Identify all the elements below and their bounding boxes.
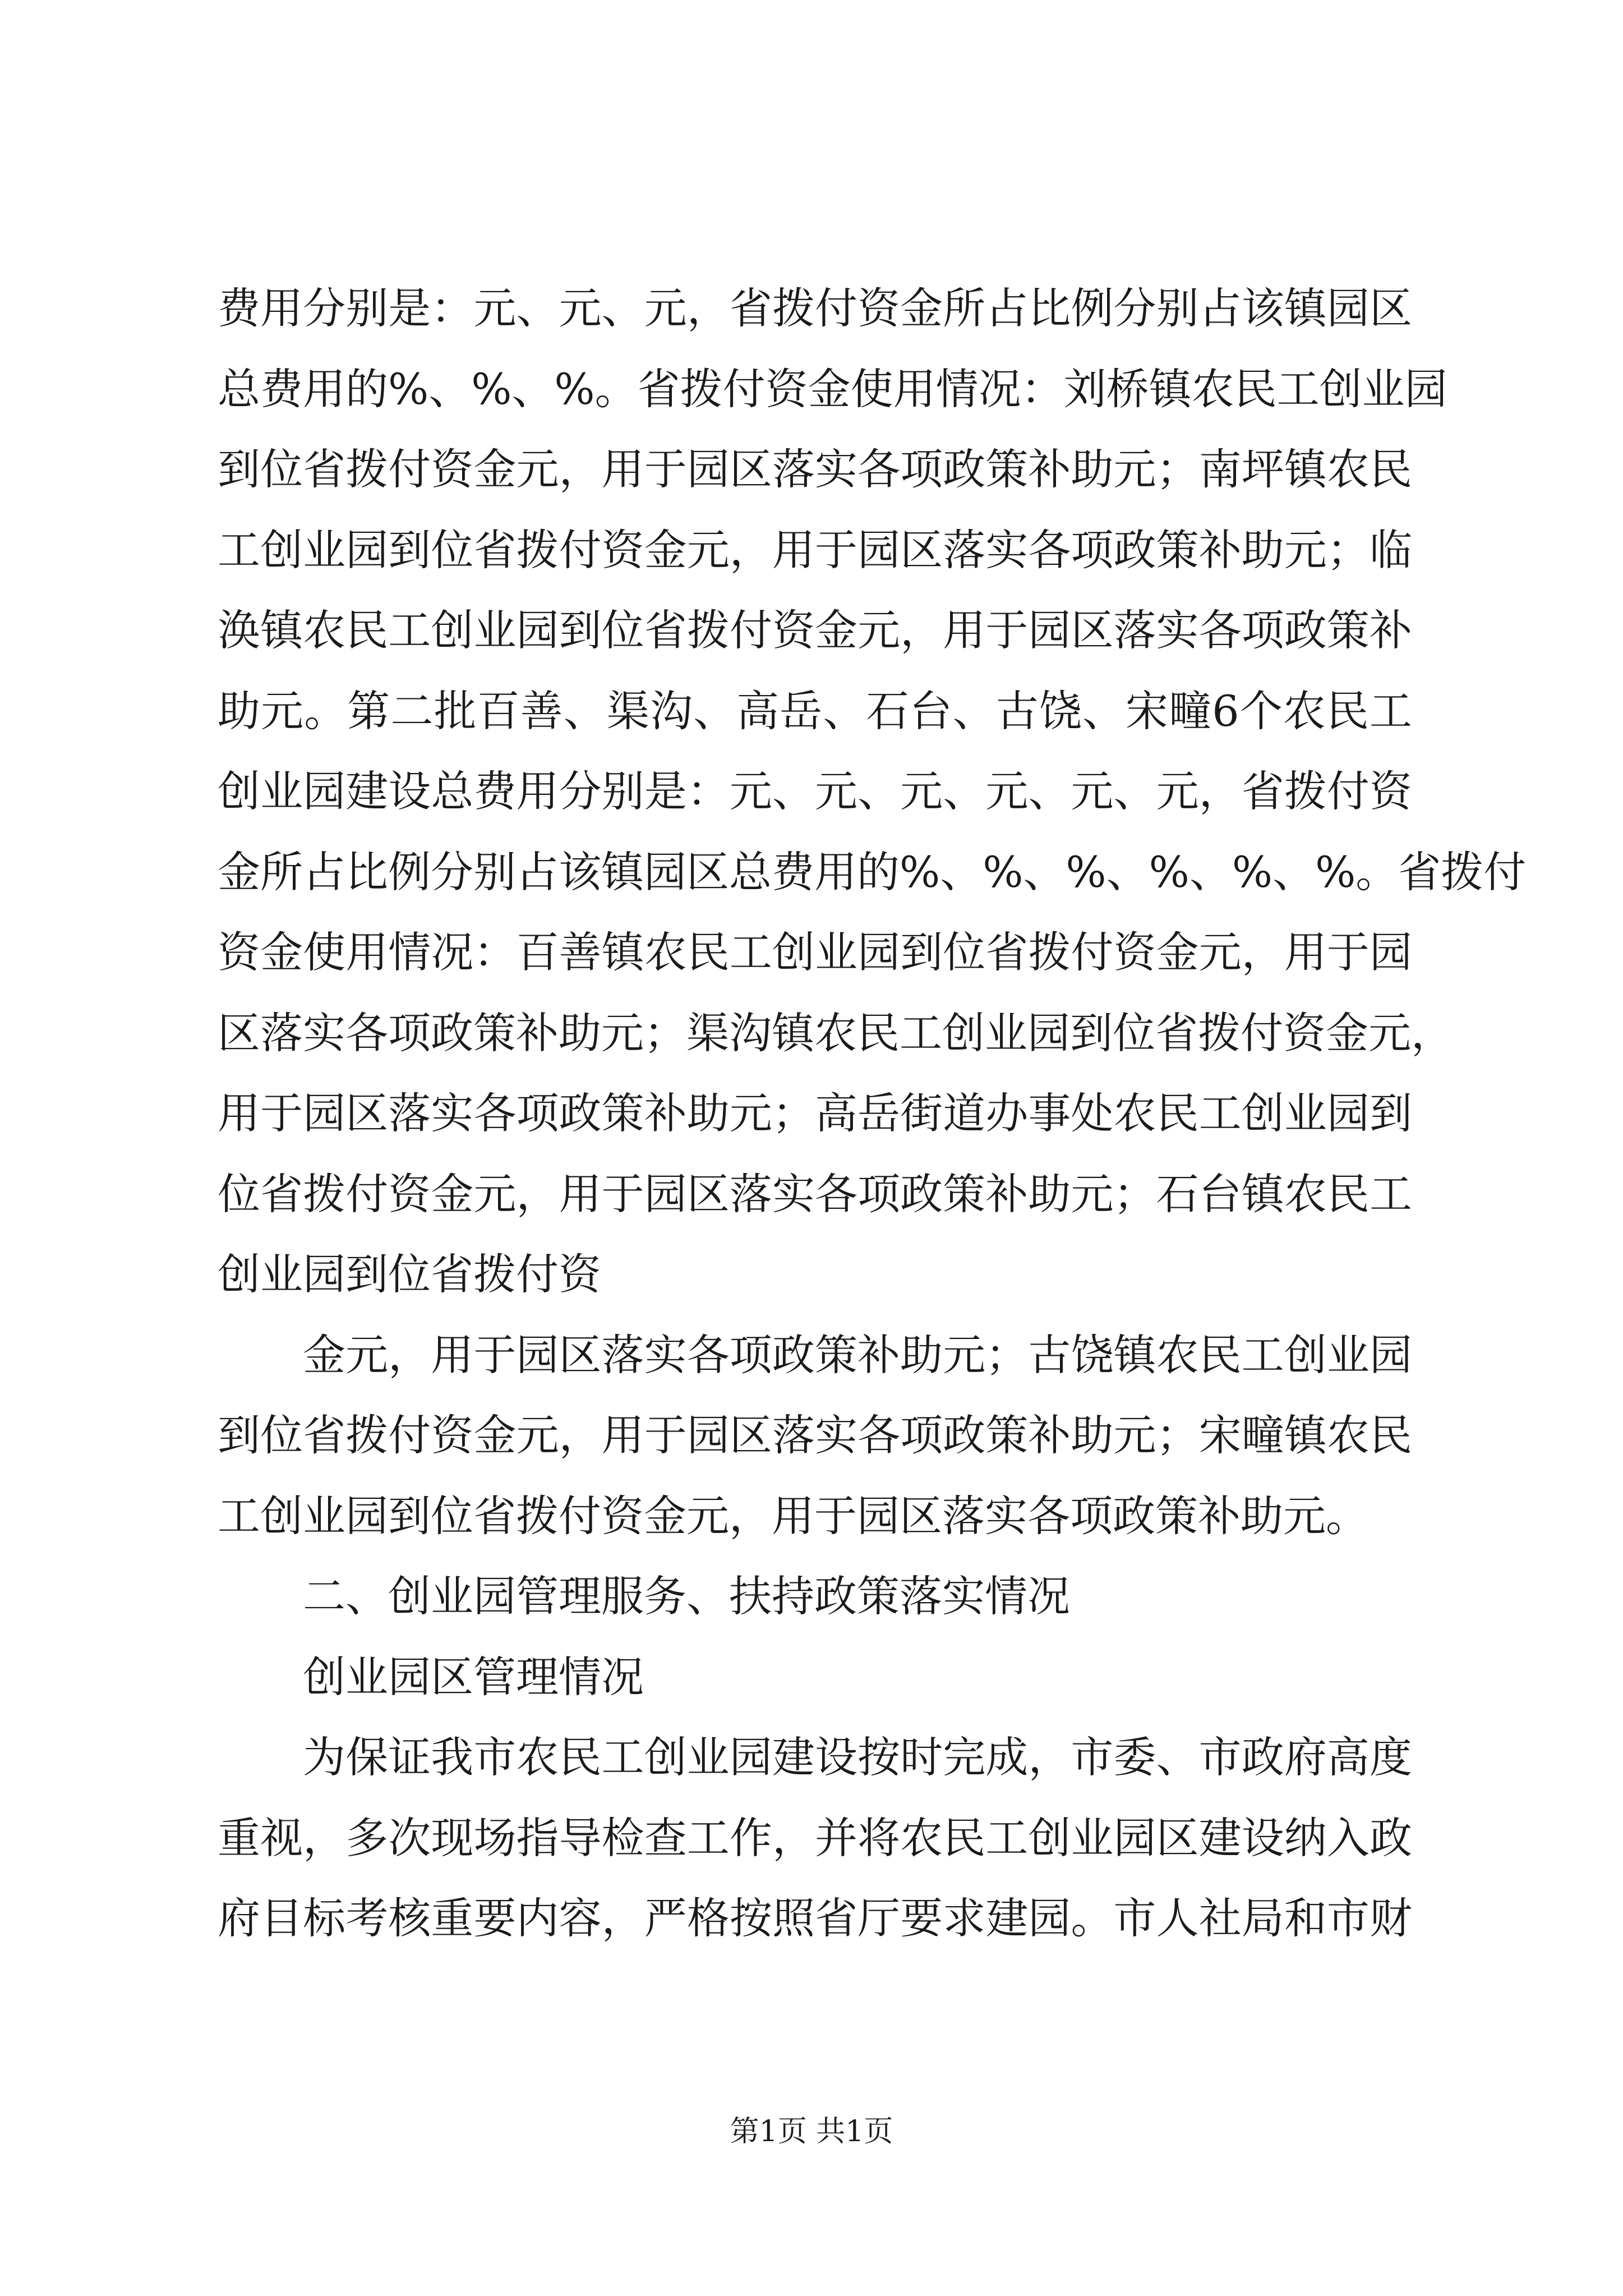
text-line: 创业园到位省拨付资 [218, 1249, 601, 1299]
text-line: 用于园区落实各项政策补助元；高岳街道办事处农民工创业园到 [218, 1088, 1412, 1138]
page-footer [0, 2109, 1623, 2154]
text-line: 涣镇农民工创业园到位省拨付资金元，用于园区落实各项政策补 [218, 605, 1412, 655]
text-line: 金所占比例分别占该镇园区总费用的%、%、%、%、%、%。省拨付 [218, 846, 1527, 897]
text-line: 到位省拨付资金元，用于园区落实各项政策补助元；南坪镇农民 [218, 444, 1412, 494]
text-line: 创业园建设总费用分别是：元、元、元、元、元、元，省拨付资 [218, 766, 1412, 816]
text-line: 助元。第二批百善、渠沟、高岳、石台、古饶、宋疃6个农民工 [218, 685, 1412, 736]
text-line: 工创业园到位省拨付资金元，用于园区落实各项政策补助元。 [218, 1490, 1368, 1541]
document-body [218, 268, 1527, 1959]
paragraph-first-line: 金元，用于园区落实各项政策补助元；古饶镇农民工创业园 [303, 1329, 1412, 1380]
text-line: 到位省拨付资金元，用于园区落实各项政策补助元；宋疃镇农民 [218, 1410, 1412, 1460]
text-line: 重视，多次现场指导检查工作，并将农民工创业园区建设纳入政 [218, 1812, 1412, 1863]
text-line: 费用分别是：元、元、元，省拨付资金所占比例分别占该镇园区 [218, 283, 1412, 333]
page-number-label: 第1页 共1页 [730, 2115, 893, 2148]
text-line: 工创业园到位省拨付资金元，用于园区落实各项政策补助元；临 [218, 524, 1412, 575]
text-line: 位省拨付资金元，用于园区落实各项政策补助元；石台镇农民工 [218, 1168, 1412, 1219]
text-line: 区落实各项政策补助元；渠沟镇农民工创业园到位省拨付资金元， [218, 1007, 1454, 1058]
paragraph-first-line: 为保证我市农民工创业园建设按时完成，市委、市政府高度 [303, 1732, 1412, 1782]
text-line: 资金使用情况：百善镇农民工创业园到位省拨付资金元，用于园 [218, 927, 1412, 977]
section-heading: 二、创业园管理服务、扶持政策落实情况 [303, 1571, 1070, 1621]
text-line: 总费用的%、%、%。省拨付资金使用情况：刘桥镇农民工创业园 [218, 364, 1447, 414]
subsection-heading: 创业园区管理情况 [303, 1651, 644, 1702]
text-line: 府目标考核重要内容，严格按照省厅要求建园。市人社局和市财 [218, 1893, 1412, 1943]
